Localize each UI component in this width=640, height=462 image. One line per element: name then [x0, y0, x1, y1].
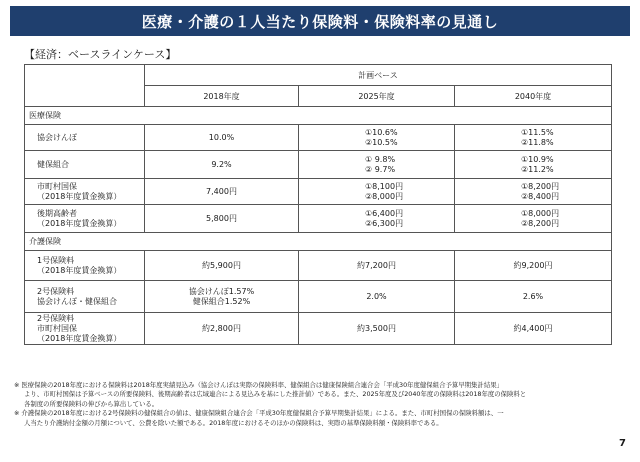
footnote-line: より、市町村国保は予算ベースの所要保険料、後期高齢者は広域連合による見込みを基にした推計値）である。また、2025年度及び2040年度の保険料は2018年度の保険料と [24, 390, 527, 399]
table-row [25, 281, 612, 313]
value-v2025 [299, 281, 455, 313]
value-v2025 [299, 251, 455, 281]
value-v2040 [455, 251, 612, 281]
cell-line: ②11.2% [521, 164, 554, 174]
cell-line: ②10.5% [365, 137, 398, 147]
cell-line: ①11.5% [521, 127, 554, 137]
cell-line: 9.2% [211, 159, 232, 169]
footnote-line: ※ 医療保険の2018年度における保険料は2018年度実績見込み（協会けんぽは実際の保険料率、健保組合は健康保険組合連合会「平成30年度健保組合予算早期集計結果」 [14, 381, 503, 389]
cell-line: ①10.6% [365, 127, 398, 137]
row-label [25, 205, 145, 233]
value-v2025 [299, 151, 455, 179]
cell-line: ①8,100円 [365, 181, 404, 191]
cell-line: ②6,300円 [365, 218, 404, 228]
cell-line: ②8,000円 [365, 191, 404, 201]
value-v2025 [299, 313, 455, 345]
value-v2040 [455, 179, 612, 205]
cell-line: 約7,200円 [357, 260, 396, 270]
value-v2040 [455, 151, 612, 179]
header-plan-basis: 計画ベース [145, 65, 612, 86]
header-year-1: 2025年度 [299, 86, 455, 107]
footnote-line: ※ 介護保険の2018年度における2号保険料の健保組合の値は、健康保険組合連合会「平成30年度健保組合予算早期集計結果」による。また、市町村国保の保険料額は、一 [14, 409, 504, 418]
cell-line: 市町村国保 [37, 181, 77, 191]
cell-line: 協会けんぽ1.57% [188, 286, 255, 296]
cell-line: 1号保険料 [37, 255, 75, 265]
page-title: 医療・介護の１人当たり保険料・保険料率の見通し [10, 6, 630, 36]
value-v2040 [455, 205, 612, 233]
cell-line: 協会けんぽ・健保組合 [37, 296, 117, 306]
section-row [25, 107, 612, 125]
header-row-group [25, 65, 612, 86]
scenario-subtitle: 【経済：ベースラインケース】 [24, 48, 177, 61]
cell-line: 後期高齢者 [37, 208, 77, 218]
header-year-2: 2040年度 [455, 86, 612, 107]
header-empty-cell [25, 65, 145, 107]
cell-line: 健保組合1.52% [192, 296, 251, 306]
cell-line: 健保組合 [37, 159, 69, 169]
footnote-line: 人当たり介護納付金額の月額について、公費を除いた額である。2018年度におけるそのほかの保険料は、実際の基準保険料額・保険料率である。 [24, 418, 443, 427]
cell-line: ②8,200円 [521, 218, 560, 228]
header-year-0: 2018年度 [145, 86, 299, 107]
cell-line: 2.6% [522, 291, 544, 301]
cell-line: 市町村国保 [37, 323, 77, 333]
table-row [25, 313, 612, 345]
cell-line: 約9,200円 [513, 260, 553, 270]
section-label: 医療保険 [25, 107, 612, 125]
cell-line: 約4,400円 [513, 323, 553, 333]
row-label [25, 281, 145, 313]
page-number: 7 [619, 438, 626, 449]
premium-table [24, 64, 612, 345]
row-label [25, 313, 145, 345]
value-v2018 [145, 205, 299, 233]
cell-line: ① 9.8% [365, 154, 396, 164]
value-v2018 [145, 125, 299, 151]
value-v2018 [145, 281, 299, 313]
cell-line: （2018年度賃金換算） [37, 218, 122, 228]
value-v2018 [145, 151, 299, 179]
cell-line: ①10.9% [521, 154, 554, 164]
cell-line: 2.0% [366, 291, 387, 301]
value-v2025 [299, 179, 455, 205]
cell-line: 約3,500円 [357, 323, 396, 333]
value-v2018 [145, 313, 299, 345]
section-label: 介護保険 [25, 233, 612, 251]
row-label [25, 125, 145, 151]
value-v2018 [145, 179, 299, 205]
value-v2025 [299, 125, 455, 151]
footnote-line: 各制度の所要保険料の伸びから算出している。 [24, 399, 159, 408]
section-row [25, 233, 612, 251]
row-label [25, 151, 145, 179]
value-v2025 [299, 205, 455, 233]
cell-line: 2号保険料 [37, 313, 75, 323]
table-row [25, 151, 612, 179]
footnotes [14, 381, 630, 428]
table-row [25, 179, 612, 205]
cell-line: 10.0% [208, 132, 235, 142]
cell-line: ①8,200円 [521, 181, 560, 191]
table-row [25, 251, 612, 281]
row-label [25, 251, 145, 281]
value-v2040 [455, 281, 612, 313]
table-row [25, 205, 612, 233]
cell-line: ②11.8% [521, 137, 554, 147]
cell-line: 協会けんぽ [37, 132, 77, 142]
cell-line: 2号保険料 [37, 286, 75, 296]
cell-line: （2018年度賃金換算） [37, 333, 122, 343]
cell-line: 約2,800円 [202, 323, 241, 333]
cell-line: ② 9.7% [365, 164, 396, 174]
row-label [25, 179, 145, 205]
cell-line: ①6,400円 [365, 208, 404, 218]
table-row [25, 125, 612, 151]
cell-line: 約5,900円 [202, 260, 241, 270]
value-v2040 [455, 313, 612, 345]
value-v2040 [455, 125, 612, 151]
cell-line: （2018年度賃金換算） [37, 265, 122, 275]
cell-line: 5,800円 [206, 213, 237, 223]
cell-line: 7,400円 [206, 186, 237, 196]
value-v2018 [145, 251, 299, 281]
cell-line: （2018年度賃金換算） [37, 191, 122, 201]
cell-line: ②8,400円 [521, 191, 560, 201]
cell-line: ①8,000円 [521, 208, 560, 218]
